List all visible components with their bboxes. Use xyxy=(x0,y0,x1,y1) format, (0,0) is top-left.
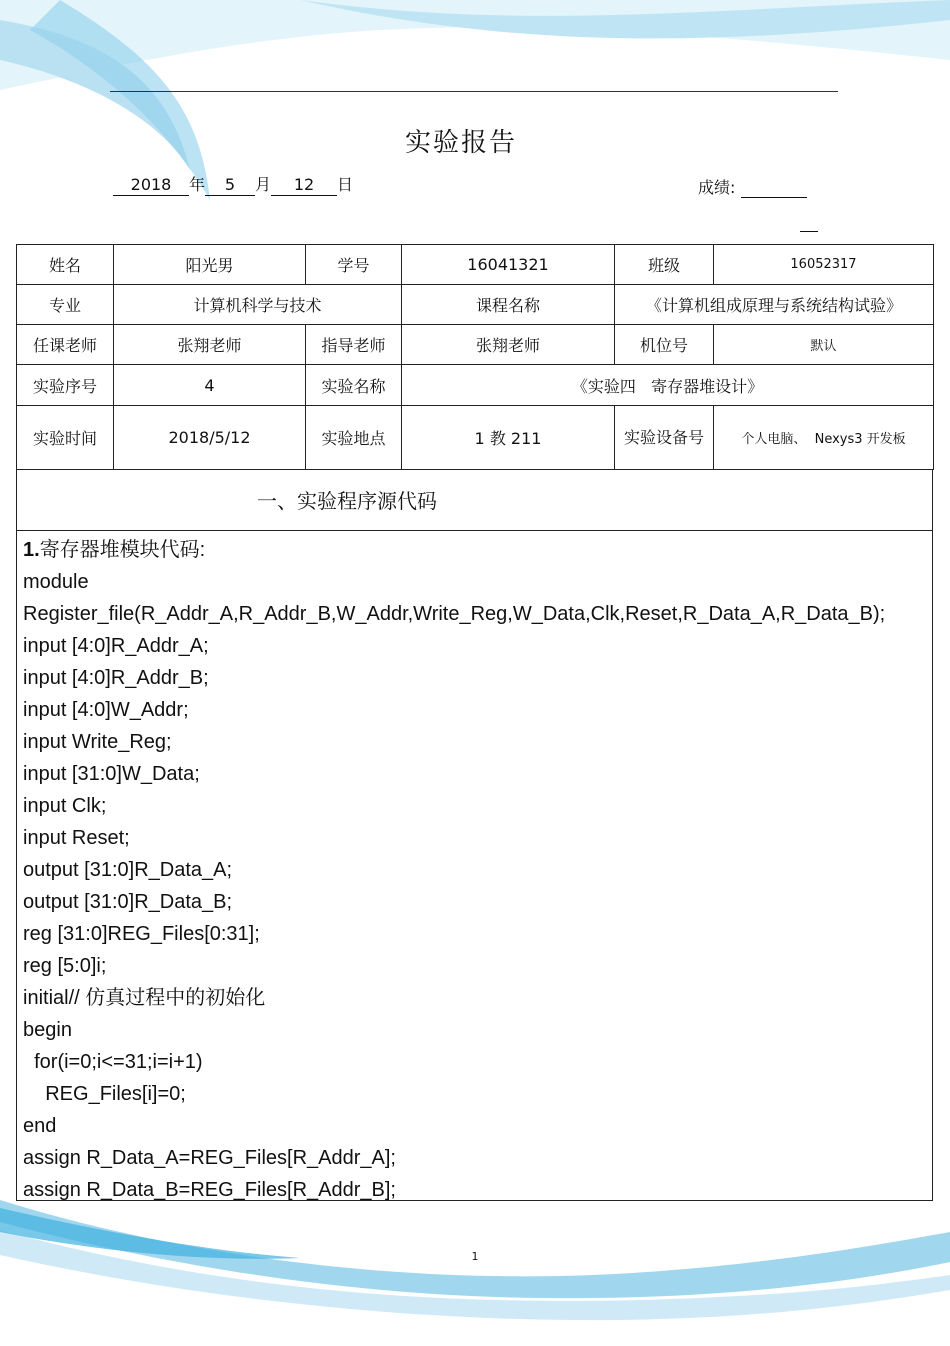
table-cell: 计算机科学与技术 xyxy=(114,285,402,325)
date-month: 5 xyxy=(205,175,255,196)
date-year: 2018 xyxy=(113,175,189,196)
table-cell: 任课老师 xyxy=(17,325,114,365)
table-cell: 姓名 xyxy=(17,245,114,285)
code-heading-text: 寄存器堆模块代码: xyxy=(39,539,206,561)
code-line: input [4:0]R_Addr_A; xyxy=(23,635,209,657)
code-line: input Write_Reg; xyxy=(23,731,172,753)
code-line: output [31:0]R_Data_B; xyxy=(23,891,233,913)
date-day-label: 日 xyxy=(337,175,354,194)
code-heading-number: 1. xyxy=(23,539,40,561)
code-line: input Clk; xyxy=(23,795,107,817)
page-number: 1 xyxy=(471,1250,479,1263)
table-cell: 《计算机组成原理与系统结构试验》 xyxy=(615,285,934,325)
section-header-box xyxy=(16,469,933,531)
code-line: input [31:0]W_Data; xyxy=(23,763,200,785)
table-cell: 1 教 211 xyxy=(402,406,615,470)
code-line: input [4:0]W_Addr; xyxy=(23,699,189,721)
table-cell: 实验设备号 xyxy=(615,406,714,470)
table-cell: 2018/5/12 xyxy=(114,406,306,470)
table-cell: 实验名称 xyxy=(306,365,402,406)
table-cell: 4 xyxy=(114,365,306,406)
table-cell: 实验地点 xyxy=(306,406,402,470)
score-label: 成绩: xyxy=(698,178,736,197)
table-cell: 个人电脑、 Nexys3 开发板 xyxy=(714,406,934,470)
table-row xyxy=(17,325,934,365)
code-line: for(i=0;i<=31;i=i+1) xyxy=(23,1051,203,1073)
table-cell: 实验序号 xyxy=(17,365,114,406)
report-date xyxy=(113,175,353,196)
table-cell: 默认 xyxy=(714,325,934,365)
table-cell: 张翔老师 xyxy=(402,325,615,365)
header-rule xyxy=(110,91,838,92)
code-line: input Reset; xyxy=(23,827,130,849)
code-line: module xyxy=(23,571,89,593)
date-day: 12 xyxy=(271,175,337,196)
table-cell: 实验时间 xyxy=(17,406,114,470)
table-cell: 班级 xyxy=(615,245,714,285)
table-cell: 16041321 xyxy=(402,245,615,285)
dash-mark xyxy=(800,231,818,232)
table-cell: 课程名称 xyxy=(402,285,615,325)
table-row xyxy=(17,406,934,470)
table-cell: 《实验四 寄存器堆设计》 xyxy=(402,365,934,406)
code-line: begin xyxy=(23,1019,72,1041)
table-row xyxy=(17,285,934,325)
code-line: REG_Files[i]=0; xyxy=(23,1083,186,1105)
table-cell: 阳光男 xyxy=(114,245,306,285)
code-line: end xyxy=(23,1115,57,1137)
date-month-label: 月 xyxy=(255,175,272,194)
report-title: 实验报告 xyxy=(404,128,517,158)
code-line: Register_file(R_Addr_A,R_Addr_B,W_Addr,Write_Reg,W_Data,Clk,Reset,R_Data_A,R_Data_B); xyxy=(23,603,886,625)
code-line: reg [5:0]i; xyxy=(23,955,107,977)
table-cell: 专业 xyxy=(17,285,114,325)
code-block xyxy=(16,530,933,1201)
code-line: output [31:0]R_Data_A; xyxy=(23,859,233,881)
code-heading xyxy=(23,534,205,566)
table-row xyxy=(17,365,934,406)
section-title: 一、实验程序源代码 xyxy=(257,489,437,513)
code-line: reg [31:0]REG_Files[0:31]; xyxy=(23,923,260,945)
score-blank xyxy=(741,177,807,198)
score-field xyxy=(698,175,807,198)
code-line: input [4:0]R_Addr_B; xyxy=(23,667,209,689)
table-cell: 16052317 xyxy=(714,245,934,285)
info-table xyxy=(16,244,934,470)
table-cell: 机位号 xyxy=(615,325,714,365)
code-line: assign R_Data_B=REG_Files[R_Addr_B]; xyxy=(23,1179,396,1201)
table-cell: 指导老师 xyxy=(306,325,402,365)
date-year-label: 年 xyxy=(189,175,206,194)
table-cell: 学号 xyxy=(306,245,402,285)
table-row xyxy=(17,245,934,285)
table-cell: 张翔老师 xyxy=(114,325,306,365)
code-line: assign R_Data_A=REG_Files[R_Addr_A]; xyxy=(23,1147,396,1169)
code-line: initial// 仿真过程中的初始化 xyxy=(23,987,266,1009)
